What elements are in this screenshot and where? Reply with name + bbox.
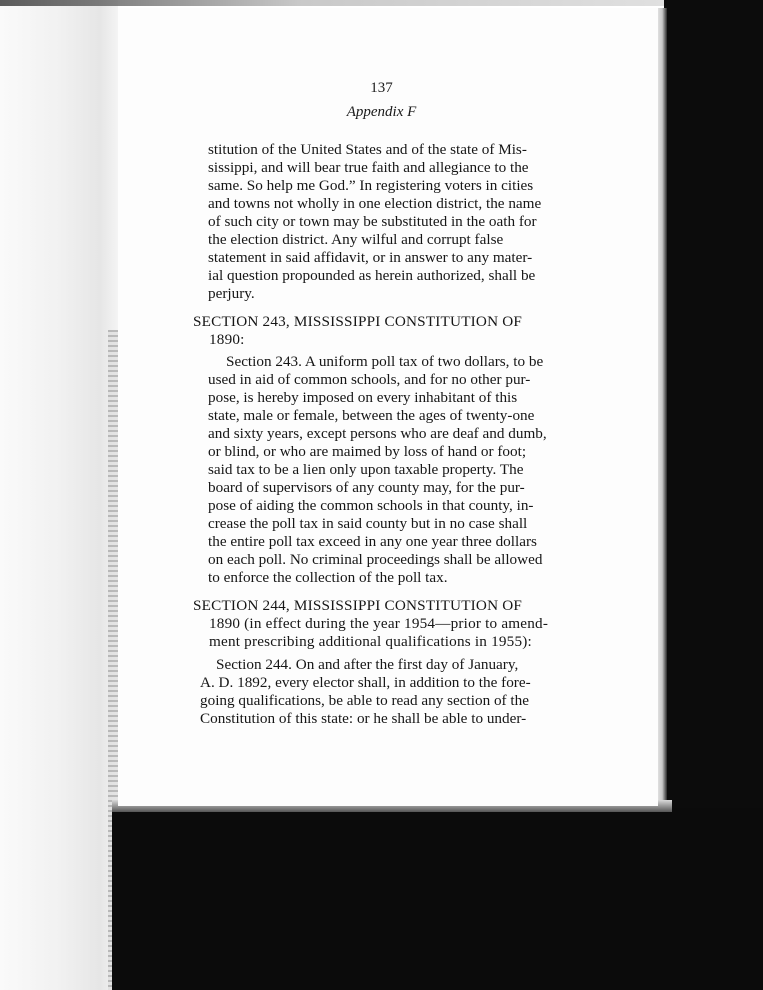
heading-line: 1890 (in effect during the year 1954—prior to amend- xyxy=(209,615,549,632)
text-line: state, male or female, between the ages of twenty-one xyxy=(208,407,535,424)
text-line: and sixty years, except persons who are deaf and dumb, xyxy=(208,425,547,442)
text-line: same. So help me God.” In registering voters in cities xyxy=(208,177,534,194)
text-line: sissippi, and will bear true faith and allegiance to the xyxy=(208,159,529,176)
heading-line: SECTION 244, MISSISSIPPI CONSTITUTION OF xyxy=(193,597,523,614)
text-line: Section 243. A uniform poll tax of two dollars, to be xyxy=(226,353,544,370)
text-line: stitution of the United States and of the state of Mis- xyxy=(208,141,527,158)
text-line: crease the poll tax in said county but in no case shall xyxy=(208,515,528,532)
text-line: pose of aiding the common schools in that county, in- xyxy=(208,497,534,514)
text-line: the election district. Any wilful and corrupt false xyxy=(208,231,504,248)
text-line: Section 244. On and after the first day of January, xyxy=(216,656,519,673)
text-line: going qualifications, be able to read any section of the xyxy=(200,692,529,709)
heading-line: SECTION 243, MISSISSIPPI CONSTITUTION OF xyxy=(193,313,523,330)
heading-line: 1890: xyxy=(209,331,245,348)
running-head: Appendix F xyxy=(346,104,417,120)
text-line: and towns not wholly in one election district, the name xyxy=(208,195,542,212)
text-line: A. D. 1892, every elector shall, in addition to the fore- xyxy=(200,674,531,691)
text-line: or blind, or who are maimed by loss of hand or foot; xyxy=(208,443,527,460)
text-line: perjury. xyxy=(208,285,255,302)
text-line: the entire poll tax exceed in any one year three dollars xyxy=(208,533,537,550)
scan-left-margin xyxy=(0,0,118,990)
heading-line: ment prescribing additional qualifications in 1955): xyxy=(209,633,532,650)
text-line: statement in said affidavit, or in answer to any mater- xyxy=(208,249,533,266)
text-line: Constitution of this state: or he shall be able to under- xyxy=(200,710,527,727)
scan-bottom-shadow xyxy=(112,808,763,990)
text-line: board of supervisors of any county may, for the pur- xyxy=(208,479,525,496)
text-line: pose, is hereby imposed on every inhabitant of this xyxy=(208,389,518,406)
text-line: on each poll. No criminal proceedings shall be allowed xyxy=(208,551,543,568)
page-number: 137 xyxy=(370,80,393,96)
text-line: of such city or town may be substituted in the oath for xyxy=(208,213,537,230)
text-line: used in aid of common schools, and for no other pur- xyxy=(208,371,531,388)
scan-top-streak xyxy=(0,0,763,6)
text-line: to enforce the collection of the poll tax. xyxy=(208,569,448,586)
text-line: ial question propounded as herein authorized, shall be xyxy=(208,267,536,284)
text-line: said tax to be a lien only upon taxable property. The xyxy=(208,461,524,478)
